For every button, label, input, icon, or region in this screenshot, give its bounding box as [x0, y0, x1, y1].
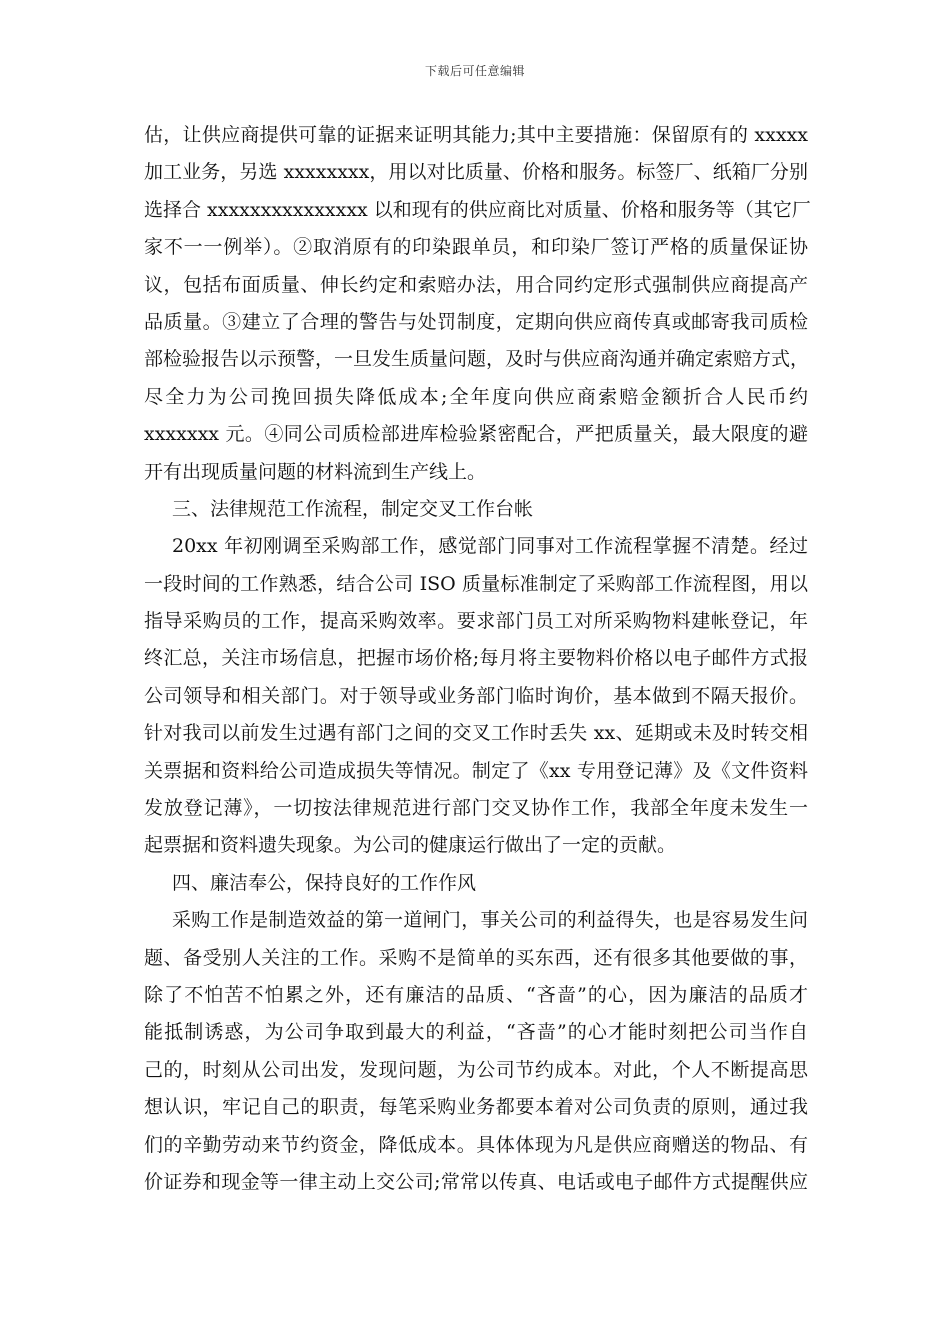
text-line: 终汇总，关注市场信息，把握市场价格;每月将主要物料价格以电子邮件方式报 [144, 647, 808, 670]
text-line: 关票据和资料给公司造成损失等情况。制定了《xx 专用登记薄》及《文件资料 [144, 759, 808, 782]
text-line: 采购工作是制造效益的第一道闸门，事关公司的利益得失，也是容易发生问 [172, 909, 808, 932]
text-line: xxxxxxx 元。④同公司质检部进库检验紧密配合，严把质量关，最大限度的避 [144, 423, 808, 446]
document-body [144, 117, 811, 1201]
text-line: 20xx 年初刚调至采购部工作，感觉部门同事对工作流程掌握不清楚。经过 [172, 535, 808, 558]
text-line: 家不一一例举）。②取消原有的印染跟单员，和印染厂签订严格的质量保证协 [144, 236, 808, 259]
text-line: 价证券和现金等一律主动上交公司;常常以传真、电话或电子邮件方式提醒供应 [144, 1170, 808, 1193]
text-line: 能抵制诱惑，为公司争取到最大的利益，“吝啬”的心才能时刻把公司当作自 [144, 1021, 808, 1044]
text-line: 品质量。③建立了合理的警告与处罚制度，定期向供应商传真或邮寄我司质检 [144, 310, 808, 333]
text-line: 公司领导和相关部门。对于领导或业务部门临时询价，基本做到不隔天报价。 [144, 684, 808, 707]
page-header: 下载后可任意编辑 [424, 64, 525, 78]
text-line: 估，让供应商提供可靠的证据来证明其能力;其中主要措施：保留原有的 xxxxx [144, 124, 808, 146]
text-line: 发放登记薄》，一切按法律规范进行部门交叉协作工作，我部全年度未发生一 [144, 797, 808, 820]
text-line: 针对我司以前发生过遇有部门之间的交叉工作时丢失 xx、延期或未及时转交相 [144, 722, 808, 745]
text-line: 题、备受别人关注的工作。采购不是简单的买东西，还有很多其他要做的事， [144, 946, 808, 969]
text-line: 加工业务，另选 xxxxxxxx，用以对比质量、价格和服务。标签厂、纸箱厂分别 [144, 161, 808, 184]
text-line: 议，包括布面质量、伸长约定和索赔办法，用合同约定形式强制供应商提高产 [144, 273, 808, 296]
text-line: 己的，时刻从公司出发，发现问题，为公司节约成本。对此，个人不断提高思 [144, 1058, 808, 1081]
text-line: 一段时间的工作熟悉，结合公司 ISO 质量标准制定了采购部工作流程图，用以 [144, 572, 808, 595]
text-line: 开有出现质量问题的材料流到生产线上。 [144, 460, 487, 483]
section-heading: 三、法律规范工作流程，制定交叉工作台帐 [172, 497, 534, 520]
text-line: 想认识，牢记自己的职责，每笔采购业务都要本着对公司负责的原则，通过我 [144, 1096, 808, 1119]
section-heading: 四、廉洁奉公，保持良好的工作作风 [172, 871, 477, 894]
text-line: 选择合 xxxxxxxxxxxxxxx 以和现有的供应商比对质量、价格和服务等（其它厂 [144, 198, 811, 221]
text-line: 尽全力为公司挽回损失降低成本;全年度向供应商索赔金额折合人民币约 [144, 385, 808, 408]
text-line: 指导采购员的工作，提高采购效率。要求部门员工对所采购物料建帐登记，年 [144, 610, 808, 633]
text-line: 部检验报告以示预警，一旦发生质量问题，及时与供应商沟通并确定索赔方式， [144, 348, 810, 371]
text-line: 们的辛勤劳动来节约资金，降低成本。具体体现为凡是供应商赠送的物品、有 [144, 1133, 808, 1156]
text-line: 起票据和资料遗失现象。为公司的健康运行做出了一定的贡献。 [144, 834, 677, 857]
text-line: 除了不怕苦不怕累之外，还有廉洁的品质、“吝啬”的心，因为廉洁的品质才 [144, 983, 808, 1006]
